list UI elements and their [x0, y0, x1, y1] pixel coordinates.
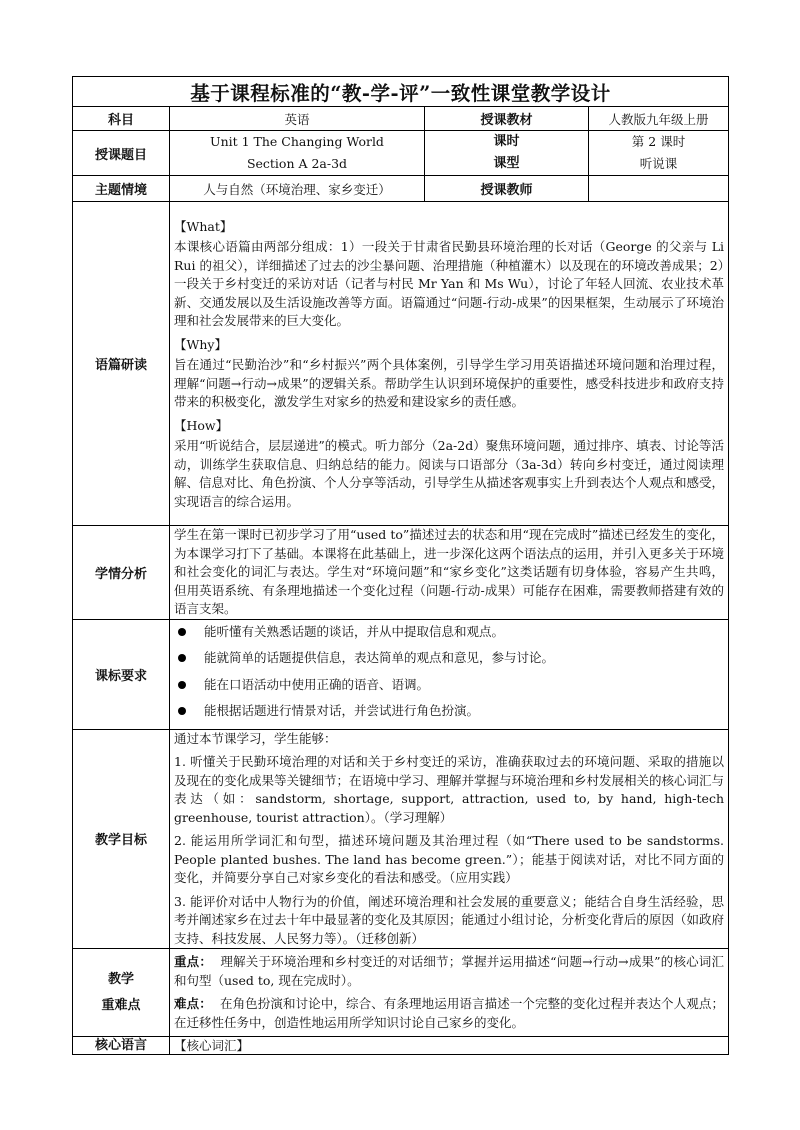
teacher-value	[589, 176, 729, 202]
how-heading: 【How】	[174, 417, 229, 433]
goals-label: 教学目标	[73, 729, 170, 949]
lesson-type-value: 听说课	[639, 156, 678, 171]
bullet-icon	[178, 628, 186, 636]
topic-section: Section A 2a-3d	[246, 156, 348, 171]
period-type-value	[589, 131, 729, 176]
lesson-plan-table	[72, 76, 729, 1055]
list-item: 能根据话题进行情景对话，并尝试进行角色扮演。	[174, 702, 724, 721]
period-label: 课时	[493, 134, 520, 149]
subject-label: 科目	[73, 107, 170, 131]
core-vocab-heading: 【核心词汇】	[170, 1037, 729, 1055]
period-type-label	[425, 131, 589, 176]
topic-unit: Unit 1 The Changing World	[210, 134, 384, 149]
list-item: 能听懂有关熟悉话题的谈话，并从中提取信息和观点。	[174, 623, 724, 642]
theme-label: 主题情境	[73, 176, 170, 202]
topic-value	[170, 131, 425, 176]
subject-value: 英语	[170, 107, 425, 131]
key-points-content	[170, 949, 729, 1037]
difficulty-text: 难点： 在角色扮演和讨论中，综合、有条理地运用语言描述一个完整的变化过程并表达个人观点；在迁移性任务中，创造性地运用所学知识讨论自己家乡的变化。	[174, 996, 724, 1030]
period-value: 第 2 课时	[631, 134, 686, 149]
list-item: 能在口语活动中使用正确的语音、语调。	[174, 676, 724, 695]
page-title: 基于课程标准的“教-学-评”一致性课堂教学设计	[73, 77, 729, 107]
focus-text: 重点： 理解关于环境治理和乡村变迁的对话细节；掌握并运用描述“问题→行动→成果”的核心词汇和句型（used to, 现在完成时）。	[174, 954, 724, 988]
what-body: 本课核心语篇由两部分组成：1）一段关于甘肃省民勤县环境治理的长对话（George 的父亲与 Li Rui 的祖父），详细描述了过去的沙尘暴问题、治理措施（种植灌木）以及现在的环境改善成果；2）一段关于乡村变迁的采访对话（记者与村民 Mr Yan 和 Ms Wu），讨论了年轻人回流、农业技术革新、交通发展以及生活设施改善等方面。语篇通过“问题-行动-成果”的因果框架，生动展示了环境治理和社会发展带来的巨大变化。	[174, 239, 724, 329]
why-heading: 【Why】	[174, 336, 227, 352]
what-heading: 【What】	[174, 218, 233, 234]
goals-content	[170, 729, 729, 949]
how-body: 采用“听说结合，层层递进”的模式。听力部分（2a-2d）聚焦环境问题，通过排序、填表、讨论等活动，训练学生获取信息、归纳总结的能力。阅读与口语部分（3a-3d）转向乡村变迁，通过阅读理解、信息对比、角色扮演、个人分享等活动，引导学生从描述客观事实上升到表达个人观点和感受，实现语言的综合运用。	[174, 438, 725, 509]
why-body: 旨在通过“民勤治沙”和“乡村振兴”两个具体案例，引导学生学习用英语描述环境问题和治理过程，理解“问题→行动→成果”的逻辑关系。帮助学生认识到环境保护的重要性，感受科技进步和政府支持带来的积极变化，激发学生对家乡的热爱和建设家乡的责任感。	[174, 357, 724, 410]
standard-label: 课标要求	[73, 619, 170, 729]
bullet-icon	[178, 681, 186, 689]
goal-2: 2. 能运用所学词汇和句型，描述环境问题及其治理过程（如“There used to be sandstorms. People planted bushes. The land has become green.”）；能基于阅读对话，对比不同方面的变化，并简要分享自己对家乡变化的看法和感受。（应用实践）	[174, 833, 724, 885]
textbook-value: 人教版九年级上册	[589, 107, 729, 131]
goal-3: 3. 能评价对话中人物行为的价值，阐述环境治理和社会发展的重要意义；能结合自身生活经验，思考并阐述家乡在过去十年中最显著的变化及其原因；能通过小组讨论，分析变化背后的原因（如政府支持、科技发展、人民努力等）。（迁移创新）	[174, 893, 725, 946]
text-study-content	[170, 202, 729, 526]
standard-list	[174, 623, 724, 721]
bullet-icon	[178, 707, 186, 715]
textbook-label: 授课教材	[425, 107, 589, 131]
core-language-label: 核心语言	[73, 1037, 170, 1055]
goal-1: 1. 听懂关于民勤环境治理的对话和关于乡村变迁的采访，准确获取过去的环境问题、采取的措施以及现在的变化成果等关键细节；在语境中学习、理解并掌握与环境治理和乡村发展相关的核心词汇与表达（如：sandstorm, shortage, support, attraction, used to, by hand, high-tech greenhouse, tourist attraction）。（学习理解）	[174, 754, 725, 825]
text-study-label: 语篇研读	[73, 202, 170, 526]
teacher-label: 授课教师	[425, 176, 589, 202]
key-points-label: 教学 重难点	[73, 949, 170, 1037]
topic-label: 授课题目	[73, 131, 170, 176]
theme-value: 人与自然（环境治理、家乡变迁）	[170, 176, 425, 202]
standard-content	[170, 619, 729, 729]
goals-intro: 通过本节课学习，学生能够：	[174, 730, 337, 746]
learner-label: 学情分析	[73, 526, 170, 620]
focus-heading: 重点：	[174, 954, 213, 969]
learner-content: 学生在第一课时已初步学习了用“used to”描述过去的状态和用“现在完成时”描述已经发生的变化，为本课学习打下了基础。本课将在此基础上，进一步深化这两个语法点的运用，并引入更多关于环境和社会变化的词汇与表达。学生对“环境问题”和“家乡变化”这类话题有切身体验，容易产生共鸣，但用英语系统、有条理地描述一个变化过程（问题-行动-成果）可能存在困难，需要教师搭建有效的语言支架。	[170, 526, 729, 620]
bullet-icon	[178, 654, 186, 662]
difficulty-heading: 难点：	[174, 996, 212, 1011]
lesson-type-label: 课型	[493, 156, 520, 171]
list-item: 能就简单的话题提供信息，表达简单的观点和意见，参与讨论。	[174, 649, 724, 668]
